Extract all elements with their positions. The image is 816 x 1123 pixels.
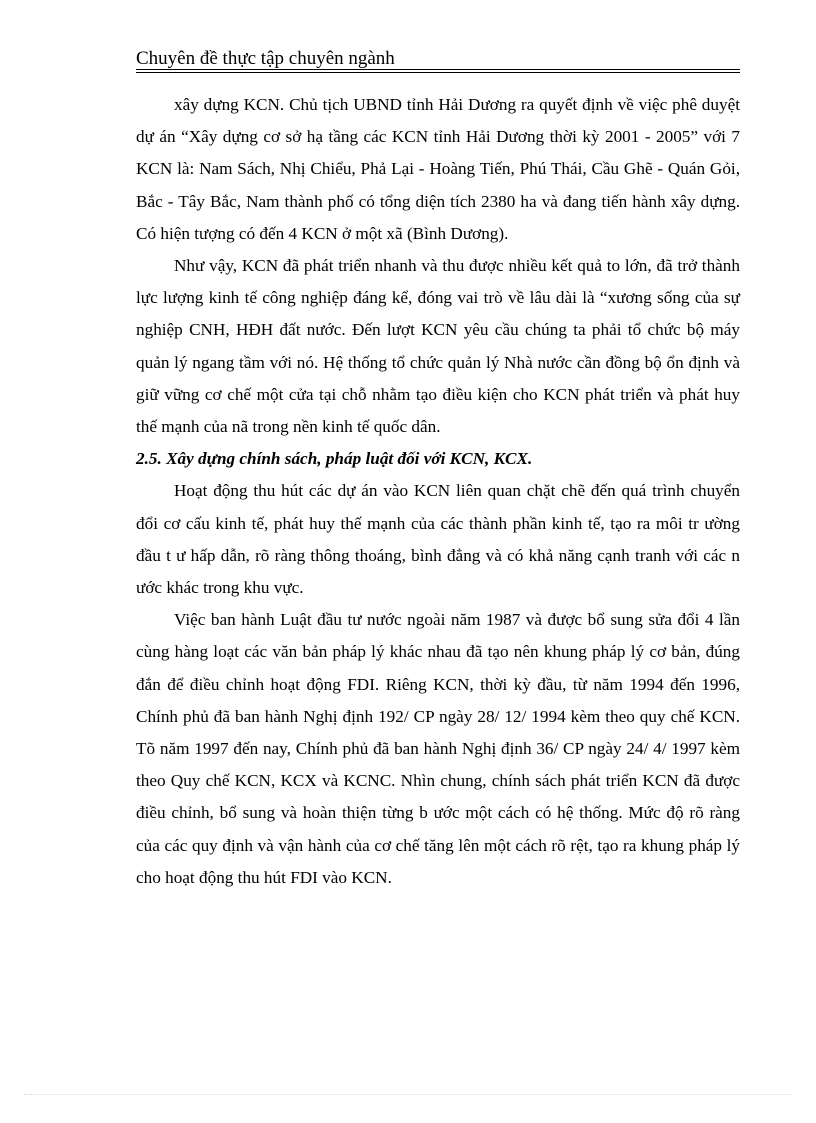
paragraph-4: Việc ban hành Luật đầu tư nước ngoài năm 1987 và được bổ sung sửa đổi 4 lần cùng hàng loạt các văn bản pháp lý khác nhau đã tạo nên khung pháp lý cơ bản, đúng đắn để điều chỉnh hoạt động FDI. Riêng KCN, thời kỳ đầu, từ năm 1994 đến 1996, Chính phủ đã ban hành Nghị định 192/ CP ngày 28/ 12/ 1994 kèm theo quy chế KCN. Tõ năm 1997 đến nay, Chính phủ đã ban hành Nghị định 36/ CP ngày 24/ 4/ 1997 kèm theo Quy chế KCN, KCX và KCNC. Nhìn chung, chính sách phát triển KCN đã được điều chỉnh, bổ sung và hoàn thiện từng b ước một cách có hệ thống. Mức độ rõ ràng của các quy định và vận hành của cơ chế tăng lên một cách rõ rệt, tạo ra khung pháp lý cho hoạt động thu hút FDI vào KCN. <box>136 610 740 887</box>
paragraph-3: Hoạt động thu hút các dự án vào KCN liên quan chặt chẽ đến quá trình chuyển đổi cơ cấu kinh tế, phát huy thế mạnh của các thành phần kinh tế, tạo ra môi tr ường đầu t ư hấp dẫn, rõ ràng thông thoáng, bình đẳng và có khả năng cạnh tranh với các n ước khác trong khu vực. <box>136 481 740 598</box>
header-rule-bottom <box>136 72 740 73</box>
page-header-title: Chuyên đề thực tập chuyên ngành <box>136 48 395 69</box>
header-rule-top <box>136 69 740 70</box>
section-heading: 2.5. Xây dựng chính sách, pháp luật đối với KCN, KCX. <box>136 449 533 469</box>
paragraph-2: Như vậy, KCN đã phát triển nhanh và thu được nhiều kết quả to lớn, đã trở thành lực lượng kinh tế công nghiệp đáng kể, đóng vai trò về lâu dài là “xương sống của sự nghiệp CNH, HĐH đất nước. Đến lượt KCN yêu cầu chúng ta phải tổ chức bộ máy quản lý ngang tầm với nó. Hệ thống tổ chức quản lý Nhà nước cần đồng bộ ổn định và giữ vững cơ chế một cửa tại chỗ nhằm tạo điều kiện cho KCN phát triển và phát huy thế mạnh của nã trong nền kinh tế quốc dân. <box>136 256 740 437</box>
document-body <box>136 89 740 894</box>
paragraph-1: xây dựng KCN. Chủ tịch UBND tỉnh Hải Dương ra quyết định về việc phê duyệt dự án “Xây dựng cơ sở hạ tầng các KCN tỉnh Hải Dương thời kỳ 2001 - 2005” với 7 KCN là: Nam Sách, Nhị Chiểu, Phả Lại - Hoàng Tiến, Phú Thái, Cầu Ghẽ - Quán Gỏi, Bắc - Tây Bắc, Nam thành phố có tổng diện tích 2380 ha và đang tiến hành xây dựng. Có hiện tượng có đến 4 KCN ở một xã (Bình Dương). <box>136 95 740 243</box>
page-bottom-divider <box>24 1094 792 1095</box>
